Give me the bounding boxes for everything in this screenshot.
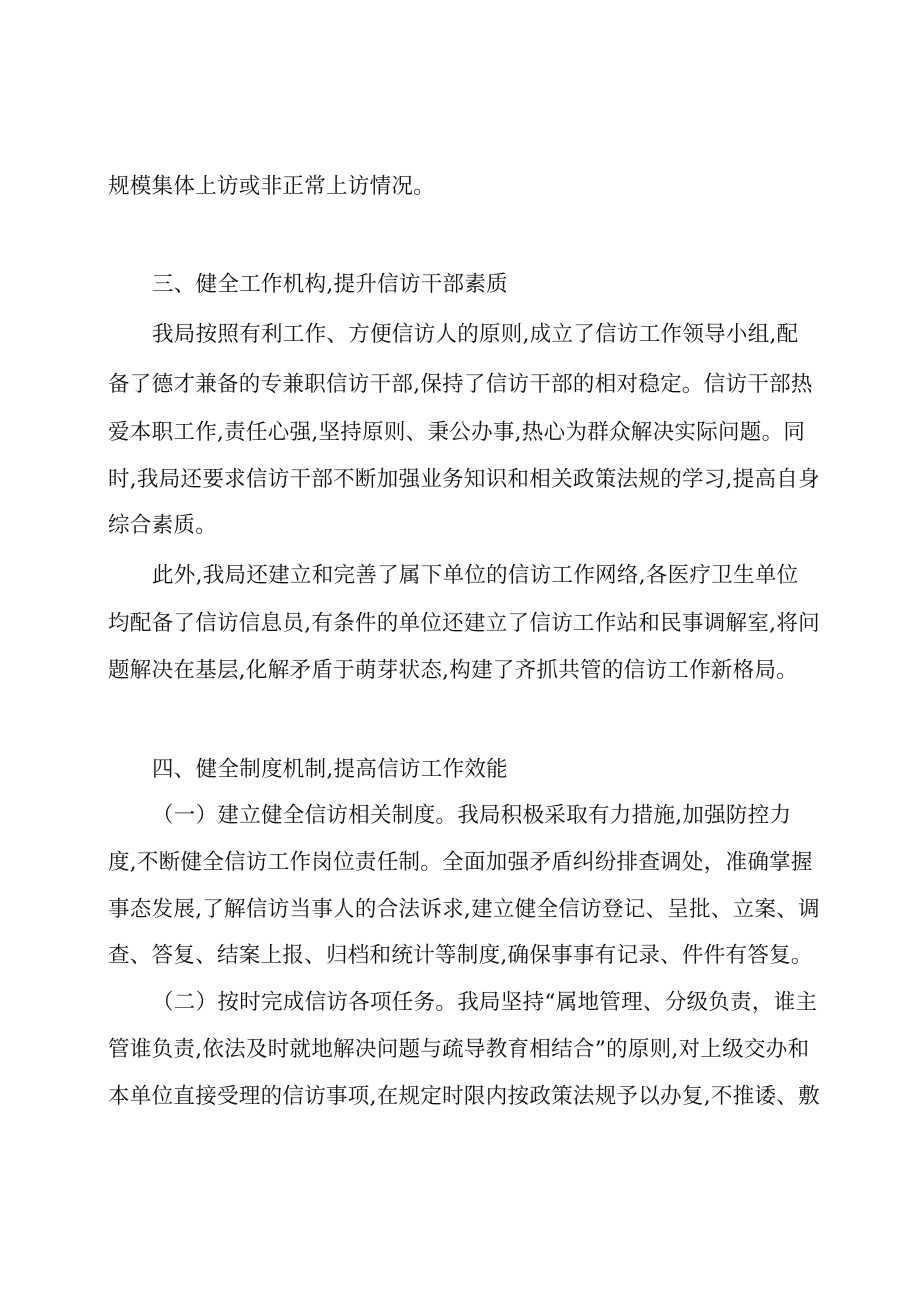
section-4-heading: 四、健全制度机制,提高信访工作效能 <box>152 757 508 782</box>
section-4-sub-1-line: 查、答复、结案上报、归档和统计等制度,确保事事有记录、件件有答复。 <box>108 943 813 968</box>
section-4-sub-1-line: 事态发展,了解信访当事人的合法诉求,建立健全信访登记、呈批、立案、调 <box>108 897 820 922</box>
section-4-sub-1-line: （一）建立健全信访相关制度。我局积极采取有力措施,加强防控力 <box>152 803 792 828</box>
section-3-para-2-line: 此外,我局还建立和完善了属下单位的信访工作网络,各医疗卫生单位 <box>152 563 799 588</box>
section-4-sub-2-line: 本单位直接受理的信访事项,在规定时限内按政策法规予以办复,不推诿、敷 <box>108 1084 820 1109</box>
continuation-line: 规模集体上访或非正常上访情况。 <box>108 174 436 199</box>
section-4-sub-2-line: （二）按时完成信访各项任务。我局坚持“属地管理、分级负责，谁主 <box>152 990 818 1015</box>
section-3-para-1-line: 备了德才兼备的专兼职信访干部,保持了信访干部的相对稳定。信访干部热 <box>108 372 813 397</box>
section-3-para-2-line: 题解决在基层,化解矛盾于萌芽状态,构建了齐抓共管的信访工作新格局。 <box>108 658 799 683</box>
section-4-sub-2-line: 管谁负责,依法及时就地解决问题与疏导教育相结合”的原则,对上级交办和 <box>108 1037 810 1062</box>
section-3-para-1-line: 综合素质。 <box>108 513 218 538</box>
section-3-para-2-line: 均配备了信访信息员,有条件的单位还建立了信访工作站和民事调解室,将问 <box>108 611 820 636</box>
section-3-heading: 三、健全工作机构,提升信访干部素质 <box>152 272 508 297</box>
section-3-para-1-line: 爱本职工作,责任心强,坚持原则、秉公办事,热心为群众解决实际问题。同 <box>108 420 806 445</box>
section-4-sub-1-line: 度,不断健全信访工作岗位责任制。全面加强矛盾纠纷排查调处，准确掌握 <box>108 850 813 875</box>
section-3-para-1-line: 我局按照有利工作、方便信访人的原则,成立了信访工作领导小组,配 <box>152 322 799 347</box>
section-3-para-1-line: 时,我局还要求信访干部不断加强业务知识和相关政策法规的学习,提高自身 <box>108 467 820 492</box>
